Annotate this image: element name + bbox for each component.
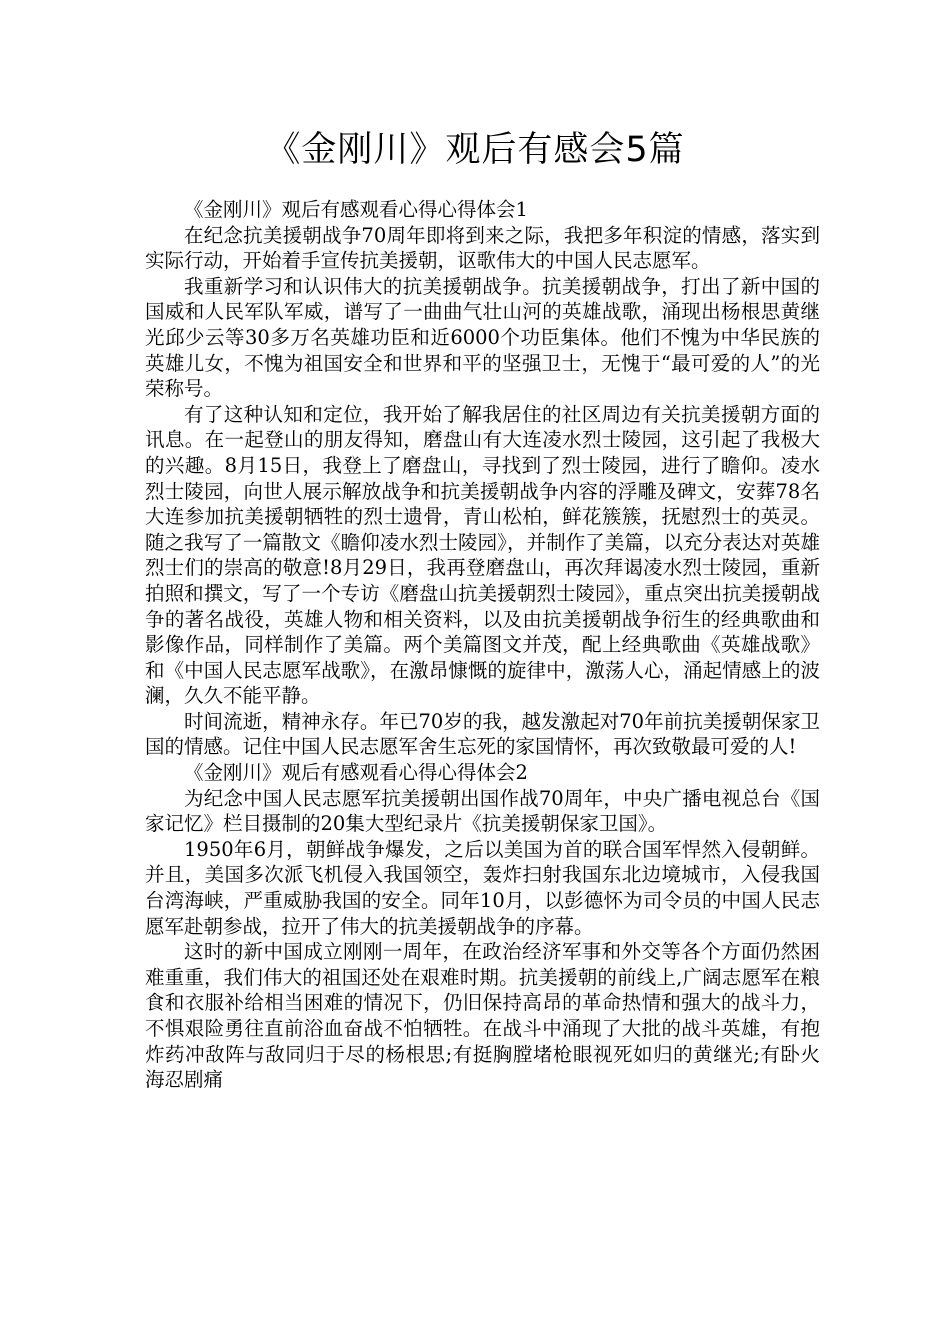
paragraph: 时间流逝，精神永存。年已70岁的我，越发激起对70年前抗美援朝保家卫国的情感。记住中国人民志愿军舍生忘死的家国情怀，再次致敬最可爱的人! xyxy=(145,709,820,759)
paragraph: 1950年6月，朝鲜战争爆发，之后以美国为首的联合国军悍然入侵朝鲜。并且，美国多次派飞机侵入我国领空，轰炸扫射我国东北边境城市，入侵我国台湾海峡，严重威胁我国的安全。同年10月，以彭德怀为司令员的中国人民志愿军赴朝参战，拉开了伟大的抗美援朝战争的序幕。 xyxy=(145,837,820,938)
section-heading: 《金刚川》观后有感观看心得心得体会2 xyxy=(184,761,528,785)
section-heading: 《金刚川》观后有感观看心得心得体会1 xyxy=(184,198,528,221)
document-body xyxy=(145,197,820,1093)
paragraph: 为纪念中国人民志愿军抗美援朝出国作战70周年，中央广播电视总台《国家记忆》栏目摄制的20集大型纪录片《抗美援朝保家卫国》。 xyxy=(145,786,820,836)
paragraph: 我重新学习和认识伟大的抗美援朝战争。抗美援朝战争，打出了新中国的国威和人民军队军威，谱写了一曲曲气壮山河的英雄战歌，涌现出杨根思黄继光邱少云等30多万名英雄功臣和近6000个功臣集体。他们不愧为中华民族的英雄儿女，不愧为祖国安全和世界和平的坚强卫士，无愧于“最可爱的人”的光荣称号。 xyxy=(145,274,820,401)
paragraph: 这时的新中国成立刚刚一周年，在政治经济军事和外交等各个方面仍然困难重重，我们伟大的祖国还处在艰难时期。抗美援朝的前线上,广阔志愿军在粮食和衣服补给相当困难的情况下，仍旧保持高昂的革命热情和强大的战斗力，不惧艰险勇往直前浴血奋战不怕牺牲。在战斗中涌现了大批的战斗英雄，有抱炸药冲敌阵与敌同归于尽的杨根思;有挺胸膛堵枪眼视死如归的黄继光;有卧火海忍剧痛 xyxy=(145,940,820,1092)
paragraph: 在纪念抗美援朝战争70周年即将到来之际，我把多年积淀的情感，落实到实际行动，开始着手宣传抗美援朝，讴歌伟大的中国人民志愿军。 xyxy=(145,223,820,273)
paragraph: 有了这种认知和定位，我开始了解我居住的社区周边有关抗美援朝方面的讯息。在一起登山的朋友得知，磨盘山有大连凌水烈士陵园，这引起了我极大的兴趣。8月15日，我登上了磨盘山，寻找到了烈士陵园，进行了瞻仰。凌水烈士陵园，向世人展示解放战争和抗美援朝战争内容的浮雕及碑文，安葬78名大连参加抗美援朝牺牲的烈士遗骨，青山松柏，鲜花簇簇，抚慰烈士的英灵。随之我写了一篇散文《瞻仰凌水烈士陵园》，并制作了美篇，以充分表达对英雄烈士们的崇高的敬意!8月29日，我再登磨盘山，再次拜谒凌水烈士陵园，重新拍照和撰文，写了一个专访《磨盘山抗美援朝烈士陵园》，重点突出抗美援朝战争的著名战役，英雄人物和相关资料，以及由抗美援朝战争衍生的经典歌曲和影像作品，同样制作了美篇。两个美篇图文并茂，配上经典歌曲《英雄战歌》和《中国人民志愿军战歌》，在激昂慷慨的旋律中，激荡人心，涌起情感上的波澜，久久不能平静。 xyxy=(145,402,820,708)
document-title: 《金刚川》观后有感会5篇 xyxy=(265,130,685,170)
